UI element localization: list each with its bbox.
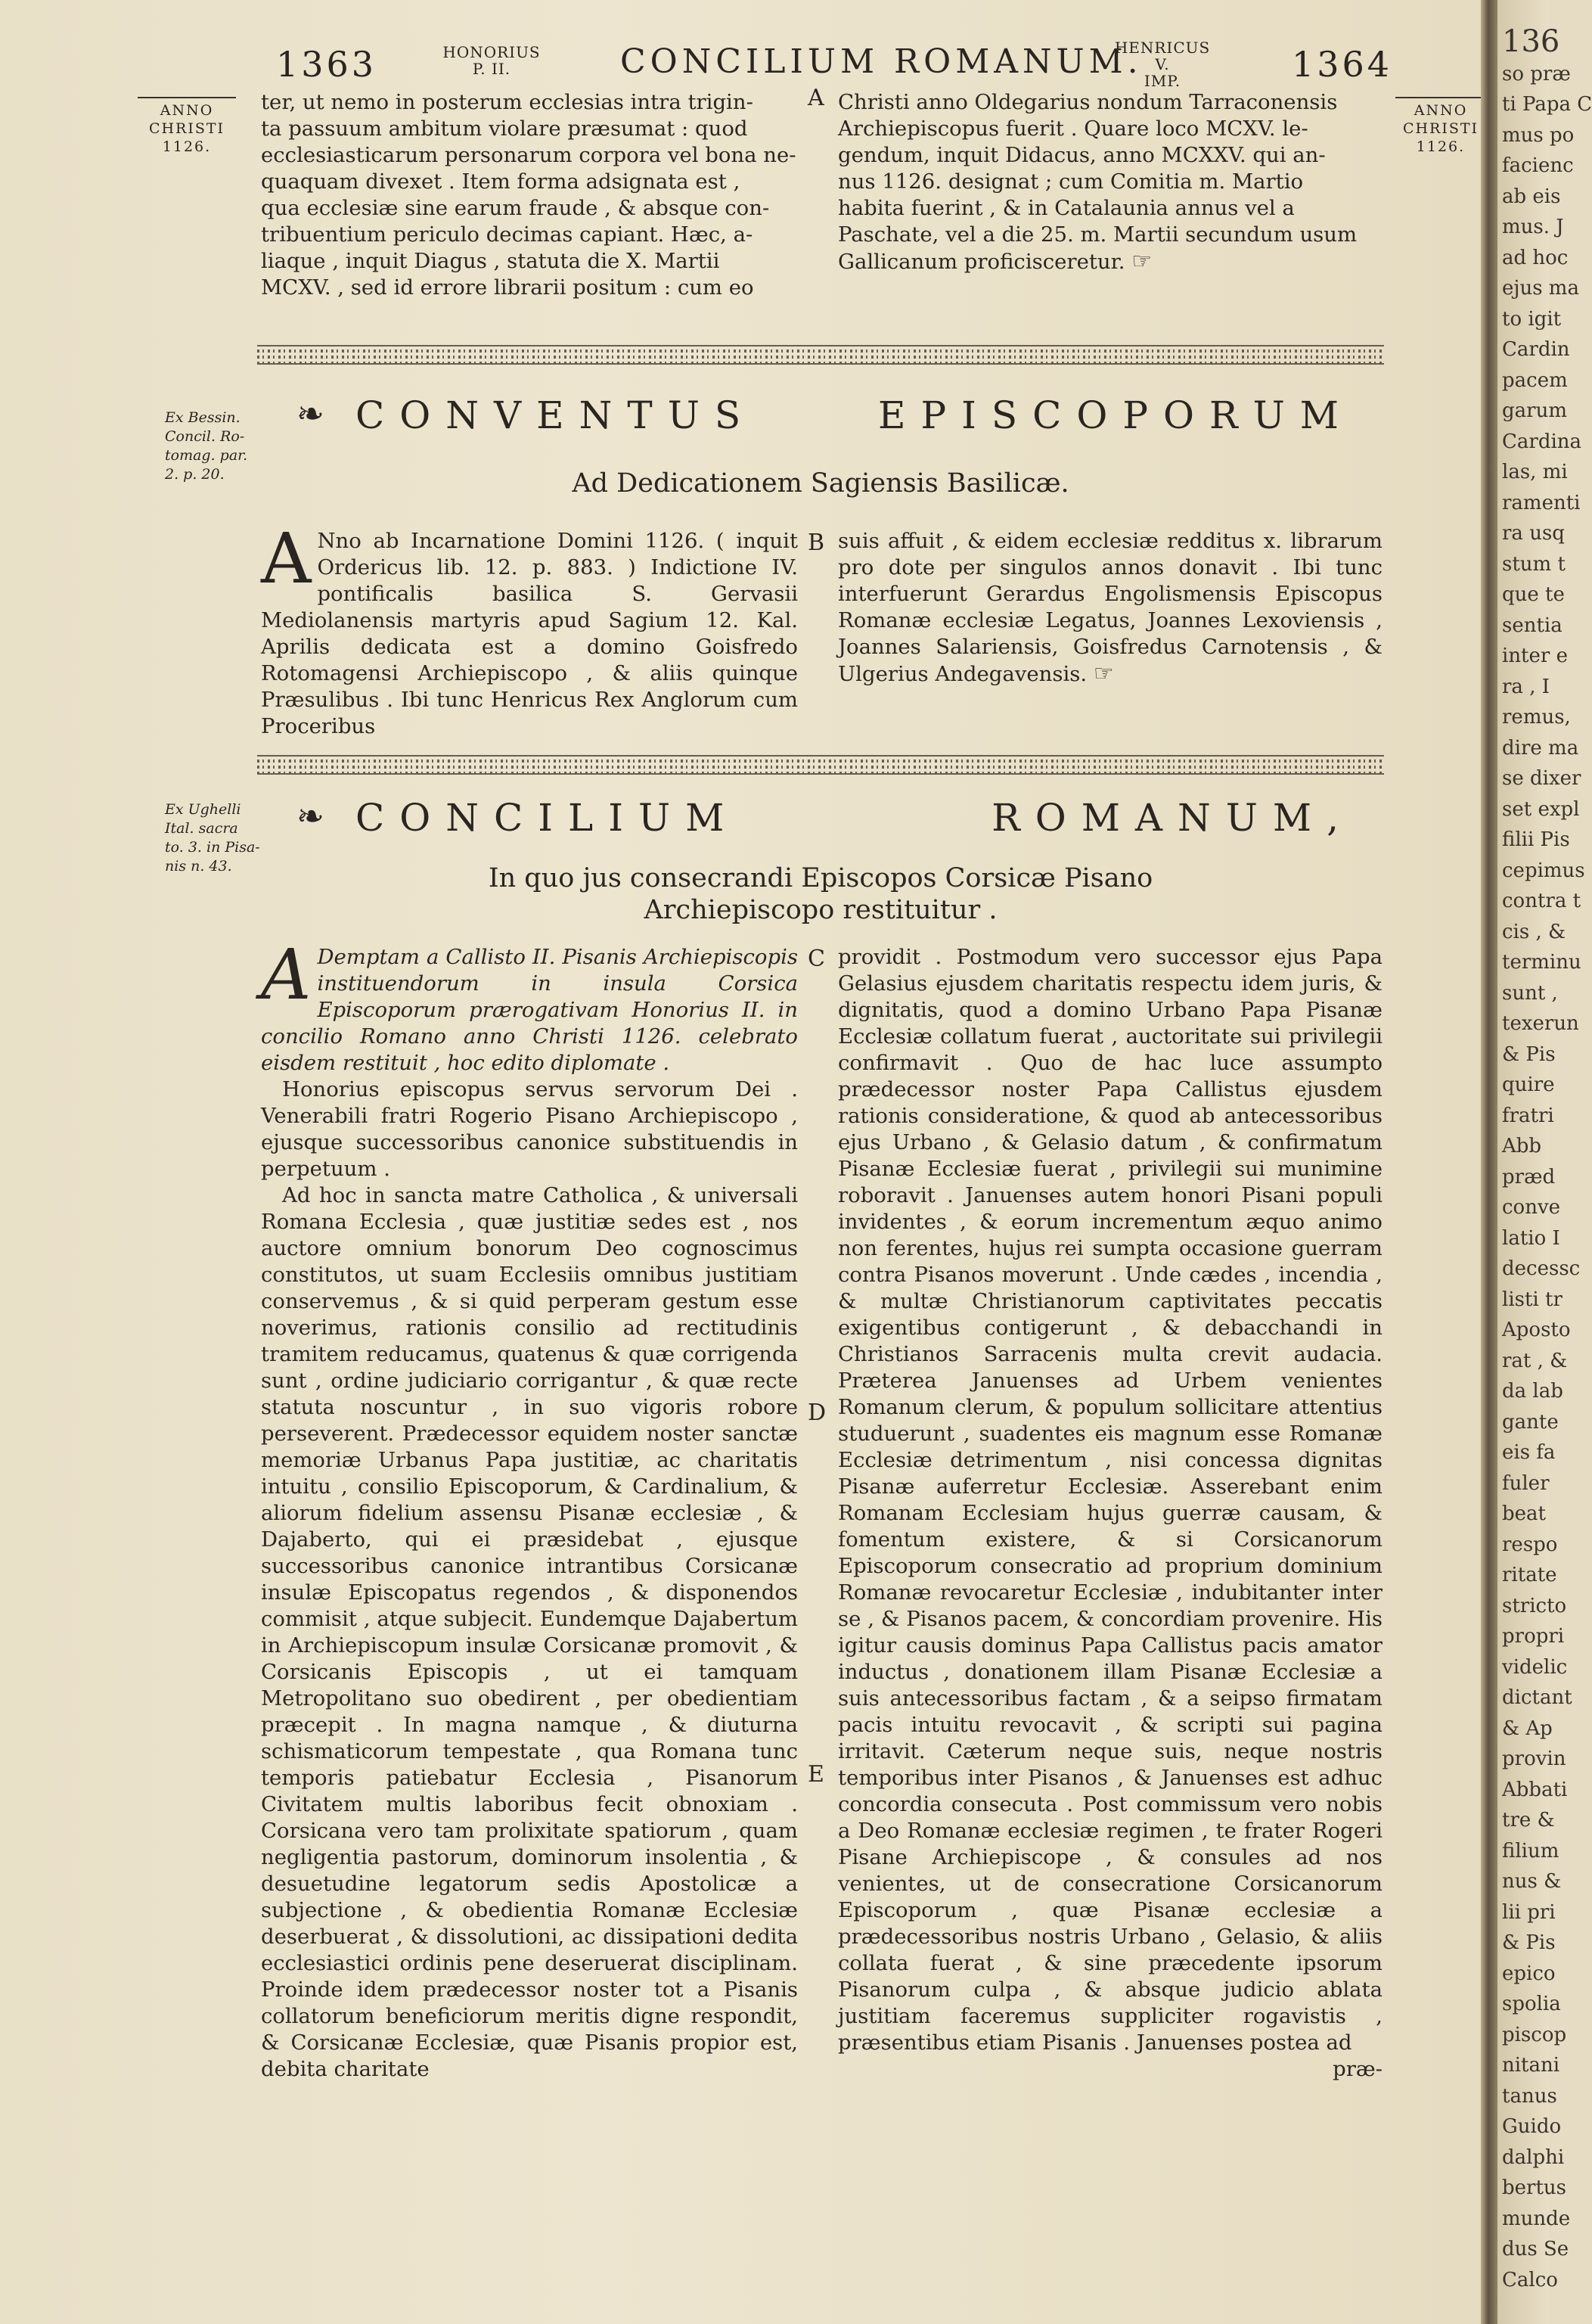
section-subtitle: In quo jus consecrandi Episcopos Corsicæ Pisano Archiepiscopo restituitur . <box>488 863 1153 925</box>
section-subtitle: Ad Dedicationem Sagiensis Basilicæ. <box>572 468 1069 499</box>
adjacent-page-line: set expl <box>1502 797 1580 821</box>
book-gutter <box>1481 0 1497 2324</box>
anno-right: ANNO CHRISTI 1126. <box>1395 97 1486 156</box>
adjacent-page-line: pacem <box>1502 368 1568 392</box>
adjacent-page-line: & Pis <box>1502 1931 1556 1954</box>
adjacent-page-line: filium <box>1502 1839 1559 1863</box>
adjacent-page-line: conve <box>1502 1196 1561 1219</box>
page-number-right: 1364 <box>1292 44 1393 85</box>
adjacent-page-line: ejus ma <box>1502 277 1579 300</box>
adjacent-page-line: Abbati <box>1502 1778 1568 1801</box>
fleuron-icon: ❧ <box>296 395 324 433</box>
top-right-column: Christi anno Oldegarius nondum Tarraconensis Archiepiscopus fuerit . Quare loco MCXV. le- gendum, inquit Didacus, anno MCXXV. qui an- nus 1126. designat ; cum Comitia m. Martio habita fuerint , & in Catalaunia annus vel a Paschate, vel a die 25. m. Martii secundum usum Gallicanum proficisceretur. ☞ <box>838 90 1358 275</box>
adjacent-page-line: Cardina <box>1502 430 1582 453</box>
adjacent-page-line: videlic <box>1502 1655 1568 1679</box>
ornament-divider <box>257 755 1384 775</box>
ornament-divider <box>257 345 1384 365</box>
margin-source-note: Ex Bessin. Concil. Ro- tomag. par. 2. p. 20. <box>165 409 248 483</box>
adjacent-page-line: ritate <box>1502 1564 1557 1586</box>
adjacent-page-line: las, mi <box>1502 461 1568 483</box>
adjacent-page-line: dus Se <box>1502 2238 1569 2260</box>
section-letter-b: B <box>808 530 825 556</box>
section-letter-a: A <box>808 85 824 111</box>
pointing-hand-icon: ☞ <box>1131 248 1153 275</box>
adjacent-page-line: tanus <box>1502 2084 1557 2108</box>
drop-cap: A <box>261 934 312 1015</box>
adjacent-page-line: mus po <box>1502 123 1575 147</box>
adjacent-page-line: spolia <box>1502 1993 1561 2015</box>
adjacent-page-line: se dixer <box>1502 767 1581 790</box>
drop-cap: A <box>261 518 312 599</box>
adjacent-page-line: to igit <box>1502 307 1562 331</box>
section-letter-c: C <box>808 946 825 972</box>
adjacent-page-line: ra usq <box>1502 522 1565 545</box>
running-title: CONCILIUM ROMANUM. <box>620 42 1143 81</box>
adjacent-page-fragment <box>1497 0 1592 2324</box>
adjacent-page-line: ti Papa C <box>1502 93 1592 116</box>
section1-left-column: A Nno ab Incarnatione Domini 1126. ( inquit Ordericus lib. 12. p. 883. ) Indictione IV. pontificalis basilica S. Gervasii Mediolanensis martyris apud Sagium 12. Kal. Aprilis dedicata est a domino Goisfredo Rotomagensi Archiepiscopo , & aliis quinque Præsulibus . Ibi tunc Henricus Rex Anglorum cum Proceribus <box>261 518 798 738</box>
adjacent-page-line: que te <box>1502 583 1565 606</box>
adjacent-page-line: epico <box>1502 1962 1556 1985</box>
adjacent-page-line: ab eis <box>1502 185 1561 208</box>
section2-left-column: A Demptam a Callisto II. Pisanis Archiepiscopis instituendorum in insula Corsica Episcoporum prærogativam Honorius II. in concilio Romano anno Christi 1126. celebrato eisdem restituit , hoc edito diplomate . Honorius episcopus servus servorum Dei . Venerabili fratri Rogerio Pisano Archiepiscopo , ejusque successoribus canonice substituendis in perpetuum . Ad hoc in sancta matre Catholica , & universali Romana Ecclesia , quæ justitiæ sedes est , nos auctore omnium bonorum Deo cognoscimus constitutos, ut suam Ecclesiis omnibus justitiam conservemus , & si quid perperam gestum esse noverimus, rationis consilio ad rectitudinis tramitem reducamus, quatenus & quæ corrigenda sunt , ordine judiciario corrigantur , & quæ recte statuta noscuntur , in suo vigoris robore perseverent. Prædecessor equidem noster sanctæ memoriæ Urbanus Papa justitiæ, ac charitatis intuitu , consilio Episcoporum, & Cardinalium, & aliorum fidelium assensu Pisanæ ecclesiæ , & Dajaberto, qui ei præsidebat , ejusque successoribus canonice intrantibus Corsicanæ insulæ Episcopatus regendos , & disponendos commisit , atque subjecit. Eundemque Dajabertum in Archiepiscopum insulæ Corsicanæ promovit , & Corsicanis Episcopis , ut ei tamquam Metropolitano suo obedirent , per obedientiam præcepit . In magna namque , & diuturna schismaticorum tempestate , qua Romana tunc temporis patiebatur Ecclesia , Pisanorum Civitatem multis laboribus fecit obnoxiam . Corsicana vero tam prolixitate spatiorum , quam negligentia pastorum, dominorum insolentia , & desuetudine legatorum sedis Apostolicæ a subjectione , & obedientia Romanæ Ecclesiæ deserbuerat , & dissolutioni, ac dissipationi dedita ecclesiastici ordinis pene deseruerat disciplinam. Proinde idem prædecessor noster tot a Pisanis collatorum beneficiorum meritis digne respondit, & Corsicanæ Ecclesiæ, quæ Pisanis propior est, debita charitate <box>261 934 798 2081</box>
adjacent-page-line: so præ <box>1502 62 1571 85</box>
adjacent-page-line: contra t <box>1502 890 1581 912</box>
adjacent-page-line: piscop <box>1502 2023 1567 2046</box>
adjacent-page-line: nus & <box>1502 1870 1562 1893</box>
catchword: præ- <box>1333 2057 1383 2081</box>
adjacent-page-line: Calco <box>1502 2268 1558 2291</box>
adjacent-page-line: dictant <box>1502 1686 1572 1709</box>
adjacent-page-line: & Ap <box>1502 1717 1553 1740</box>
adjacent-page-line: 136 <box>1502 24 1560 59</box>
adjacent-page-line: & Pis <box>1502 1042 1556 1066</box>
pointing-hand-icon: ☞ <box>1093 660 1114 687</box>
adjacent-page-line: dire ma <box>1502 736 1579 760</box>
fleuron-icon: ❧ <box>296 797 324 836</box>
adjacent-page-line: gante <box>1502 1410 1559 1434</box>
adjacent-page-line: stricto <box>1502 1594 1567 1617</box>
adjacent-page-line: Abb <box>1502 1135 1542 1157</box>
adjacent-page-line: listi tr <box>1502 1288 1563 1311</box>
section2-right-column: providit . Postmodum vero successor ejus Papa Gelasius ejusdem charitatis respectu idem juris, & dignitatis, quod a domino Urbano Papa Pisanæ Ecclesiæ collatum fuerat , auctoritate sui privilegii confirmavit . Quo de hac luce assumpto prædecessor noster Papa Callistus ejusdem rationis consideratione, & quod ab antecessoribus ejus Urbano , & Gelasio datum , & confirmatum Pisanæ Ecclesiæ fuerat , privilegii sui munimine roboravit . Januenses autem honori Pisani populi invidentes , & eorum incrementum æquo animo non ferentes, hujus rei sumpta occasione guerram contra Pisanos moverunt . Unde cædes , incendia , & multæ Christianorum captivitates peccatis exigentibus contigerunt , & debacchandi in Christianos Sarracenis multa crevit audacia. Præterea Januenses ad Urbem venientes Romanum clerum, & populum sollicitare attentius studuerunt , suadentes eis magnum esse Romanæ Ecclesiæ detrimentum , nisi concessa dignitas Pisanæ auferretur Ecclesiæ. Asserebant enim Romanam Ecclesiam hujus guerræ causam, & fomentum existere, & si Corsicanorum Episcoporum consecratio ad proprium dominium Romanæ revocaretur Ecclesiæ , indubitanter inter se , & Pisanos pacem, & concordiam provenire. His igitur causis dominus Papa Callistus pacis amator inductus , donationem illam Pisanæ Ecclesiæ a suis antecessoribus factam , & a seipso firmatam pacis intuitu revocavit , & scripti sui pagina irritavit. Cæterum neque suis, neque nostris temporibus inter Pisanos , & Januenses est adhuc concordia consecuta . Post commissum vero nobis a Deo Romanæ ecclesiæ regimen , te frater Rogeri Pisane Archiepiscope , & consules ad nos venientes, ut de consecratione Corsicanorum Episcoporum , quæ Pisanæ ecclesiæ a prædecessoribus nostris Urbano , Gelasio, & aliis collata fuerat , & sine præcedente ipsorum Pisanorum culpa , & absque judicio ablata justitiam faceremus suppliciter rogavistis , præsentibus etiam Pisanis . Januenses postea ad præ- <box>838 945 1383 2081</box>
adjacent-page-line: nitani <box>1502 2054 1560 2077</box>
adjacent-page-line: texerun <box>1502 1012 1579 1035</box>
adjacent-page-line: inter e <box>1502 645 1568 667</box>
adjacent-page-line: remus, <box>1502 706 1571 729</box>
adjacent-page-line: ramenti <box>1502 491 1581 514</box>
adjacent-page-line: garum <box>1502 399 1567 422</box>
adjacent-page-line: stum t <box>1502 552 1566 576</box>
section-letter-e: E <box>808 1761 824 1788</box>
margin-source-note: Ex Ughelli Ital. sacra to. 3. in Pisa- nis n. 43. <box>165 801 260 875</box>
running-head-left: HONORIUS P. II. <box>442 43 541 78</box>
adjacent-page-line: dalphi <box>1502 2145 1565 2169</box>
section1-right-column: suis affuit , & eidem ecclesiæ redditus x. librarum pro dote per singulos annos donavit . Ibi tunc interfuerunt Gerardus Engolismensis Episcopus Romanæ ecclesiæ Legatus, Joannes Lexoviensis , Joannes Salariensis, Goisfredus Carnotensis , & Ulgerius Andegavensis. ☞ <box>838 529 1383 687</box>
adjacent-page-line: respo <box>1502 1533 1558 1556</box>
section-letter-d: D <box>808 1400 827 1426</box>
adjacent-page-line: rat , & <box>1502 1349 1568 1372</box>
adjacent-page-line: Cardin <box>1502 338 1570 361</box>
adjacent-page-line: terminu <box>1502 951 1581 974</box>
adjacent-page-line: decessc <box>1502 1257 1581 1280</box>
adjacent-page-line: quire <box>1502 1073 1555 1096</box>
section-title: CONCILIUM ROMANUM, <box>355 796 1354 840</box>
adjacent-page-line: cepimus <box>1502 859 1585 882</box>
adjacent-page-line: da lab <box>1502 1380 1563 1403</box>
adjacent-page-line: præd <box>1502 1165 1556 1188</box>
adjacent-page-line: latio I <box>1502 1226 1560 1250</box>
adjacent-page-line: tre & <box>1502 1809 1555 1832</box>
adjacent-page-line: facienc <box>1502 154 1574 177</box>
adjacent-page-line: eis fa <box>1502 1441 1556 1464</box>
page-number-left: 1363 <box>276 44 377 85</box>
adjacent-page-line: ad hoc <box>1502 246 1569 269</box>
adjacent-page-line: lii pri <box>1502 1900 1556 1924</box>
adjacent-page-line: provin <box>1502 1748 1566 1770</box>
adjacent-page-line: sentia <box>1502 614 1563 637</box>
adjacent-page-line: cis , & <box>1502 920 1566 943</box>
adjacent-page-line: mus. J <box>1502 216 1564 238</box>
adjacent-page-line: propri <box>1502 1625 1565 1648</box>
adjacent-page-line: fratri <box>1502 1104 1554 1127</box>
anno-left: ANNO CHRISTI 1126. <box>138 97 236 156</box>
adjacent-page-line: Guido <box>1502 2115 1562 2138</box>
top-left-column: ter, ut nemo in posterum ecclesias intra trigin- ta passuum ambitum violare præsumat : quod ecclesiasticarum personarum corpora vel bona ne- quaquam divexet . Item forma adsignata est , qua ecclesiæ sine earum fraude , & absque con- tribuentium periculo decimas capiant. Hæc, a- liaque , inquit Diagus , statuta die X. Martii MCXV. , sed id errore librarii positum : cum eo <box>261 90 796 300</box>
adjacent-page-line: bertus <box>1502 2176 1566 2199</box>
running-head-right: HENRICUS V. IMP. <box>1114 39 1211 90</box>
adjacent-page-line: fuler <box>1502 1471 1550 1495</box>
adjacent-page-line: Aposto <box>1502 1319 1571 1341</box>
section-title: CONVENTUS EPISCOPORUM <box>355 393 1354 437</box>
adjacent-page-line: munde <box>1502 2207 1571 2230</box>
adjacent-page-line: filii Pis <box>1502 828 1570 851</box>
adjacent-page-line: beat <box>1502 1502 1546 1525</box>
adjacent-page-line: ra , I <box>1502 675 1550 698</box>
adjacent-page-line: sunt , <box>1502 981 1558 1005</box>
